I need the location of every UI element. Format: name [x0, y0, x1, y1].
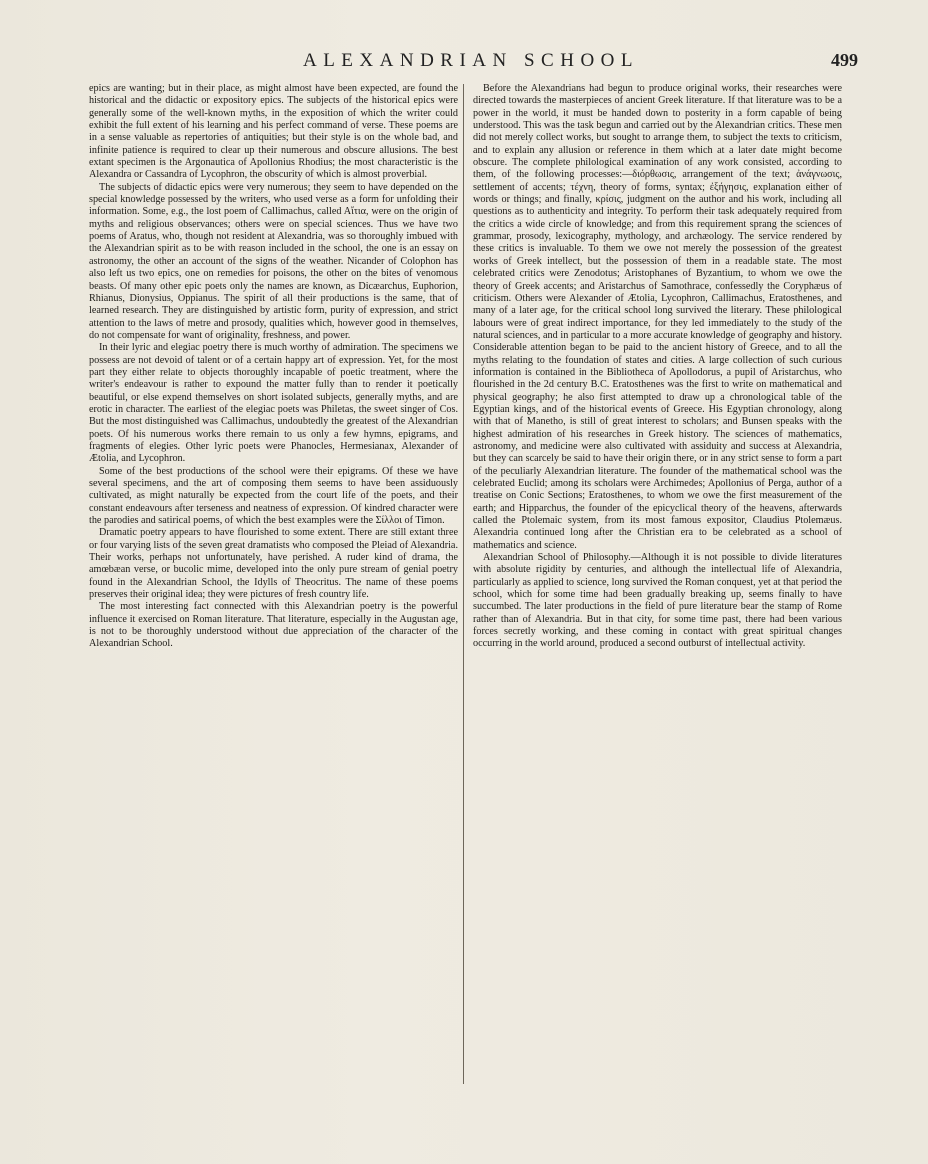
running-title: ALEXANDRIAN SCHOOL	[302, 50, 640, 71]
paragraph: Before the Alexandrians had begun to produce original works, their researches were directed towards the masterpieces of ancient Greek literature. If that literature was to be a power in the world, it must be handed down to posterity in a form capable of being understood. This was the task begun and carried out by the Alexandrian critics. These men did not merely collect works, but sought to arrange them, to subject the texts to criticism, and to explain any allusion or reference in them which at a later date might become obscure. The complete philological examination of any work consisted, according to them, of the following processes:—διόρθωσις, arrangement of the text; ἀνάγνωσις, settlement of accents; τέχνη, theory of forms, syntax; ἐξήγησις, explanation either of words or things; and finally, κρίσις, judgment on the author and his work, including all questions as to authenticity and integrity. To perform their task adequately required from the critics a wide circle of knowledge; and from this requirement sprang the sciences of grammar, prosody, lexicography, mythology, and archæology. The service rendered by these critics is invaluable. To them we owe not merely the possession of the greatest works of Greek intellect, but the possession of them in a readable state. The most celebrated critics were Zenodotus; Aristophanes of Byzantium, to whom we owe the theory of Greek accents; and Aristarchus of Samothrace, confessedly the Coryphæus of criticism. Others were Alexander of Ætolia, Lycophron, Callimachus, Eratosthenes, and many of a later age, for the critical school long survived the literary. These philological labours were of great indirect importance, for they led immediately to the study of the natural sciences, and in particular to a more accurate knowledge of geography and history. Considerable attention began to be paid to the ancient history of Greece, and to all the myths relating to the foundation of states and cities. A large collection of such curious information is contained in the Bibliotheca of Apollodorus, a pupil of Aristarchus, who flourished in the 2d century B.C. Eratosthenes was the first to write on mathematical and physical geography; he also first attempted to draw up a chronological table of the Egyptian kings, and of the historical events of Greece. His Egyptian chronology, along with that of Manetho, is still of great interest to scholars; and Bunsen speaks with the highest admiration of his researches in Greek history. The sciences of mathematics, astronomy, and medicine were also cultivated with assiduity and success at Alexandria, but they can scarcely be said to have their origin there, or in any strict sense to form a part of the peculiarly Alexandrian literature. The founder of the mathematical school was the celebrated Euclid; among its scholars were Archimedes; Apollonius of Perga, author of a treatise on Conic Sections; Eratosthenes, to whom we owe the first measurement of the earth; and Hipparchus, the founder of the epicyclical theory of the heavens, afterwards called the Ptolemaic system, from its most famous expositor, Claudius Ptolemæus. Alexandria continued long after the Christian era to be celebrated as a school of mathematics and science.	[473, 83, 842, 551]
page-header	[84, 50, 858, 78]
right-column	[473, 83, 842, 1083]
paragraph: The most interesting fact connected with this Alexandrian poetry is the powerful influence it exercised on Roman literature. That literature, especially in the Augustan age, is not to be thoroughly understood without due appreciation of the character of the Alexandrian School.	[89, 601, 458, 650]
paragraph: epics are wanting; but in their place, as might almost have been expected, are found the historical and the didactic or expository epics. The subjects of the historical epics were generally some of the well-known myths, in the exposition of which the writer could exhibit the full extent of his learning and his perfect command of verse. These poems are in a sense valuable as repertories of antiquities; but their style is on the whole bad, and infinite patience is required to clear up their numerous and obscure allusions. The best extant specimen is the Argonautica of Apollonius Rhodius; the most characteristic is the Alexandra or Cassandra of Lycophron, the obscurity of which is almost proverbial.	[89, 83, 458, 181]
left-column	[89, 83, 458, 1083]
page-number: 499	[831, 50, 858, 70]
paragraph: Dramatic poetry appears to have flourished to some extent. There are still extant three or four varying lists of the seven great dramatists who composed the Pleiad of Alexandria. Their works, perhaps not unfortunately, have perished. A ruder kind of drama, the amœbæan verse, or bucolic mime, developed into the only pure stream of genial poetry found in the Alexandrian School, the Idylls of Theocritus. The name of these poems preserves their original idea; they were pictures of fresh country life.	[89, 527, 458, 601]
paragraph: In their lyric and elegiac poetry there is much worthy of admiration. The specimens we possess are not devoid of talent or of a certain happy art of expression. Yet, for the most part they either relate to objects thoroughly incapable of poetic treatment, where the writer's endeavour is rather to expound the matter fully than to render it poetically beautiful, or else expend themselves on short isolated subjects, generally myths, and are erotic in character. The earliest of the elegiac poets was Philetas, the sweet singer of Cos. But the most distinguished was Callimachus, undoubtedly the greatest of the Alexandrian poets. Of his numerous works there remain to us only a few hymns, epigrams, and fragments of elegies. Other lyric poets were Phanocles, Hermesianax, Alexander of Ætolia, and Lycophron.	[89, 342, 458, 465]
paragraph: Some of the best productions of the school were their epigrams. Of these we have several specimens, and the art of composing them seems to have been assiduously cultivated, as might naturally be expected from the court life of the poets, and their constant endeavours after terseness and neatness of expression. Of kindred character were the parodies and satirical poems, of which the best examples were the Σίλλοι of Timon.	[89, 465, 458, 527]
paragraph: Alexandrian School of Philosophy.—Although it is not possible to divide literatures with absolute rigidity by centuries, and although the intellectual life of Alexandria, particularly as applied to science, long survived the Roman conquest, yet at that period the school, which for some time had been gradually breaking up, seems finally to have succumbed. The later productions in the field of pure literature bear the stamp of Rome rather than of Alexandria. But in that city, for some time past, there had been various forces secretly working, and these coming in contact with great spiritual changes occurring in the world around, produced a second outburst of intellectual activity.	[473, 552, 842, 650]
column-divider	[463, 84, 464, 1084]
paragraph: The subjects of didactic epics were very numerous; they seem to have depended on the special knowledge possessed by the writers, who used verse as a form for unfolding their information. Some, e.g., the lost poem of Callimachus, called Aἴτια, were on the origin of myths and religious observances; others were on special sciences. Thus we have two poems of Aratus, who, though not resident at Alexandria, was so thoroughly imbued with the Alexandrian spirit as to be with reason included in the school, the one is an essay on astronomy, the other an account of the signs of the weather. Nicander of Colophon has also left us two epics, one on remedies for poisons, the other on the bites of venomous beasts. Of many other epic poets only the names are known, as Dicæarchus, Euphorion, Rhianus, Dionysius, Oppianus. The spirit of all their productions is the same, that of learned research. They are distinguished by artistic form, purity of expression, and strict attention to the laws of metre and prosody, qualities which, however good in themselves, do not compensate for want of originality, freshness, and power.	[89, 181, 458, 341]
